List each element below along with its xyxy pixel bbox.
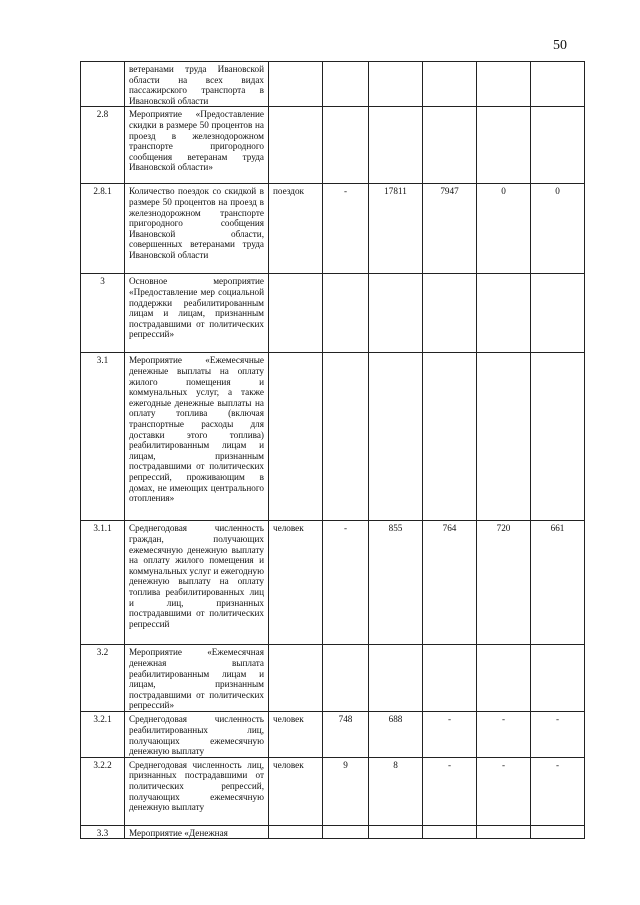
row-value-4 [477,645,531,712]
row-description: ветеранами труда Ивановской области на всех видах пассажирского транспорта в Ивановской области [125,62,269,107]
row-description: Мероприятие «Предоставление скидки в размере 50 процентов на проезд в железнодорожном транспорте пригородного сообщения ветеранам труда Ивановской области» [125,107,269,184]
row-description: Количество поездок со скидкой в размере 50 процентов на проезд в железнодорожном транспорте пригородного сообщения Ивановской области, совершенных ветеранами труда Ивановской области [125,184,269,274]
row-value-2 [369,107,423,184]
table-row [81,757,585,825]
row-value-4: - [477,757,531,825]
table-row [81,107,585,184]
row-value-4 [477,274,531,353]
row-value-2: 688 [369,712,423,757]
row-value-3 [423,274,477,353]
row-value-1: 9 [323,757,369,825]
row-value-4: - [477,712,531,757]
row-value-2 [369,353,423,521]
table-row [81,645,585,712]
row-value-1: - [323,184,369,274]
row-value-5 [531,274,585,353]
table-row [81,184,585,274]
row-value-2 [369,62,423,107]
row-value-3 [423,353,477,521]
row-value-2 [369,274,423,353]
table-row [81,274,585,353]
row-unit [269,107,323,184]
row-value-1 [323,645,369,712]
row-value-5: - [531,712,585,757]
row-description: Среднегодовая численность граждан, получающих ежемесячную денежную выплату на оплату жилого помещения и коммунальных услуг и ежегодную денежную выплату на оплату топлива реабилитированных лиц и лиц, признанных пострадавшими от политических репрессий [125,521,269,645]
row-value-4: 0 [477,184,531,274]
row-value-2: 855 [369,521,423,645]
row-unit [269,645,323,712]
table-row [81,353,585,521]
row-value-4: 720 [477,521,531,645]
row-value-1 [323,353,369,521]
indicators-table [80,61,585,839]
row-number [81,62,125,107]
row-value-1 [323,825,369,839]
row-value-5 [531,62,585,107]
row-value-2: 8 [369,757,423,825]
row-value-1 [323,107,369,184]
row-number: 2.8 [81,107,125,184]
row-value-2 [369,825,423,839]
row-value-3 [423,645,477,712]
row-description: Среднегодовая численность лиц, признанных пострадавшими от политических репрессий, получающих ежемесячную денежную выплату [125,757,269,825]
row-description: Среднегодовая численность реабилитированных лиц, получающих ежемесячную денежную выплату [125,712,269,757]
row-value-4 [477,107,531,184]
row-number: 3.2.1 [81,712,125,757]
row-value-5: - [531,757,585,825]
row-value-5 [531,825,585,839]
row-description: Основное мероприятие «Предоставление мер социальной поддержки реабилитированным лицам и лицам, признанным пострадавшими от политических репрессий» [125,274,269,353]
row-value-5 [531,353,585,521]
row-unit [269,274,323,353]
row-number: 3 [81,274,125,353]
table-row [81,521,585,645]
row-value-5: 661 [531,521,585,645]
row-description: Мероприятие «Денежная [125,825,269,839]
row-description: Мероприятие «Ежемесячная денежная выплата реабилитированным лицам и лицам, признанным пострадавшими от политических репрессий» [125,645,269,712]
page-number: 50 [553,38,567,53]
row-number: 3.3 [81,825,125,839]
row-value-3 [423,825,477,839]
row-value-3: 7947 [423,184,477,274]
table-row [81,712,585,757]
row-unit: человек [269,712,323,757]
row-value-1: 748 [323,712,369,757]
row-value-5 [531,645,585,712]
row-value-3 [423,107,477,184]
row-number: 3.1 [81,353,125,521]
row-value-1 [323,62,369,107]
row-value-3: - [423,757,477,825]
row-description: Мероприятие «Ежемесячные денежные выплаты на оплату жилого помещения и коммунальных услуг, а также ежегодные денежные выплаты на оплату топлива (включая транспортные расходы для доставки этого топлива) реабилитированным лицам и лицам, признанным пострадавшими от политических репрессий, проживающим в домах, не имеющих центрального отопления» [125,353,269,521]
row-value-1: - [323,521,369,645]
row-value-3 [423,62,477,107]
row-value-2: 17811 [369,184,423,274]
row-value-5: 0 [531,184,585,274]
row-unit [269,825,323,839]
row-value-3: 764 [423,521,477,645]
row-value-4 [477,825,531,839]
row-number: 3.2 [81,645,125,712]
row-unit: поездок [269,184,323,274]
row-unit: человек [269,521,323,645]
row-value-5 [531,107,585,184]
row-value-4 [477,353,531,521]
row-value-3: - [423,712,477,757]
table-row [81,825,585,839]
row-number: 3.1.1 [81,521,125,645]
row-number: 2.8.1 [81,184,125,274]
row-value-2 [369,645,423,712]
row-unit [269,353,323,521]
row-value-4 [477,62,531,107]
row-value-1 [323,274,369,353]
row-number: 3.2.2 [81,757,125,825]
table-row [81,62,585,107]
row-unit [269,62,323,107]
row-unit: человек [269,757,323,825]
